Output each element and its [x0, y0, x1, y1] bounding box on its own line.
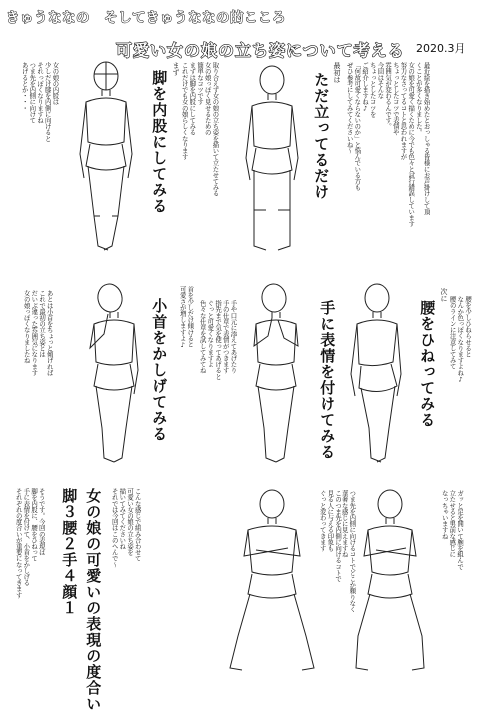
note-line: くことが多くなりました。 [414, 62, 423, 136]
section-heading-hand-expression: 手に表情を付けてみる [318, 300, 337, 460]
note-line: つま先を内側に向けるコトでどこか頼りなく [348, 490, 357, 613]
note-line: 簡単なコツです [196, 62, 205, 105]
note-line: そうです。今回の表現は [37, 488, 46, 556]
section-tag-first: まず [172, 62, 181, 76]
note-line: ぜひ参考にしてみてくださいね〜 [345, 62, 354, 154]
note-line: ぐっと可愛くなりますよ [206, 300, 215, 368]
notes-inward-legs [180, 62, 218, 272]
figure-tilted-head [80, 278, 150, 468]
note-line: 雰囲気が変わるんです。 [384, 62, 393, 130]
summary-heading: 女の娘の可愛いの表現の度合い [84, 488, 103, 712]
title-line-1: きゅうななの そしてきゅうななの的こころ [6, 10, 286, 26]
note-line: 色々な仕草を試してみてね [198, 300, 207, 374]
note-line: ちょっとしたコツを [368, 62, 377, 117]
notes-summary [14, 488, 45, 668]
note-line: 可愛い女の娘の立ち姿を [126, 488, 135, 556]
note-line: 見る人に与える印象も [326, 490, 335, 552]
note-line: こんな感じで組み合わせて [133, 488, 142, 562]
note-line: なんか色っぽくなりますよね♪ [456, 296, 465, 384]
note-line: だいぶ違った雰囲気になります [30, 290, 39, 376]
note-line: ご紹介しますね♪ [361, 62, 370, 113]
notes-hand-expression [198, 300, 236, 470]
note-line: 少しだけ膝を内側に向けると [43, 62, 52, 142]
note-line: 指先まで気を使ってあげると [214, 300, 223, 380]
figure-arms-crossed-inward [350, 486, 430, 676]
note-line: 最近絵を描き始めたとおっしゃる皆様にお声掛けして頂 [422, 62, 431, 215]
notes-summary-extra [110, 488, 141, 668]
note-line: 手に表情を付けて、小首をかしげる [22, 488, 31, 586]
section-tag-next: 次に [440, 288, 449, 302]
notes-inward-legs-extra [20, 62, 58, 242]
note-line: ガッと足を開いて腕を組んで [456, 490, 465, 570]
note-line: 立たせると男前な感じに [448, 490, 457, 558]
figure-twisted-waist [345, 278, 411, 468]
note-line: 今回はそんな [376, 62, 385, 99]
figure-inward-legs [72, 56, 140, 261]
figure-just-standing [238, 60, 306, 260]
note-line: 「何故可愛くならないのか」と悩んでいる方も [353, 62, 362, 191]
summary-ratio: 脚３腰２手４顔１ [60, 488, 79, 616]
note-line: 手や口元に添えてあげたり [229, 300, 238, 374]
notes-twisted-waist [448, 296, 471, 466]
note-line: 女の娘を可愛く描くために今でも色々と試行錯誤しています [407, 62, 416, 227]
note-line: それぞれの度合いが重要になってきます [14, 488, 23, 598]
title-line-2: 可愛い女の娘の立ち姿について考える [116, 41, 405, 60]
note-line: ちょっとしたコツで表情や [391, 62, 400, 136]
notes-stance [318, 490, 341, 620]
note-line: 女の娘の内股は [51, 62, 60, 105]
notes-tilted-head-extra [178, 286, 193, 386]
note-line: これで最初の立ち姿とは [38, 290, 47, 358]
notes-tilted-head [22, 290, 53, 460]
note-line: 手の仕草で表情がつきます [221, 300, 230, 374]
section-tag-initial: 最初は [333, 62, 342, 83]
note-line: 可愛さが増しますよ♪ [178, 286, 187, 349]
note-line: あげるとか・・・ [20, 62, 29, 111]
note-line: ぐっと変わってきます [318, 490, 327, 552]
figure-arms-crossed-wide [226, 486, 318, 676]
notes-intro [345, 62, 430, 272]
note-line: つま先を内側に向けて [28, 62, 37, 124]
note-line: 女の娘っぽくなりましたね [22, 290, 31, 364]
note-line: あとは小首をちょっと傾げれば [45, 290, 54, 376]
note-line: 腰のラインに注意してみて [448, 296, 457, 370]
section-heading-inward-legs: 脚を内股にしてみる [150, 70, 169, 214]
note-line: 女の娘っぽく見せるための [203, 62, 212, 136]
note-line: 首を少しだけ傾けると [186, 286, 195, 348]
note-line: 努力なさってるコトと思われますが [399, 62, 408, 160]
note-line: 脚を内股に、腰をひねって [30, 488, 39, 562]
section-heading-tilted-head: 小首をかしげてみる [150, 298, 169, 442]
section-heading-just-standing: ただ立ってるだけ [312, 72, 331, 200]
note-line: それっぽくなりますね [36, 62, 45, 124]
date-label: 2020.3月 [416, 42, 466, 55]
section-heading-twisted-waist: 腰をひねってみる [418, 300, 437, 428]
note-line: まずは脚を内股にしてみる [188, 62, 197, 136]
note-line: それでは今回はこのへんで〜 [110, 488, 119, 568]
note-line: 華奢な感じに見えますね [340, 490, 349, 558]
note-line: 取り合えず女の娘の立ち姿を描いて立たせてみる [211, 62, 220, 197]
figure-hand-expression [242, 278, 312, 468]
note-line: これだけでも女の娘らしくなります [180, 62, 189, 160]
note-line: なっちゃいますね [440, 490, 449, 539]
note-line: 描いてみてくださいね [118, 488, 127, 550]
note-line: 腰を少しひねらせると [464, 296, 473, 358]
note-line: このつま先を内側に向けるコトで [334, 490, 343, 582]
notes-masculine [440, 490, 463, 620]
